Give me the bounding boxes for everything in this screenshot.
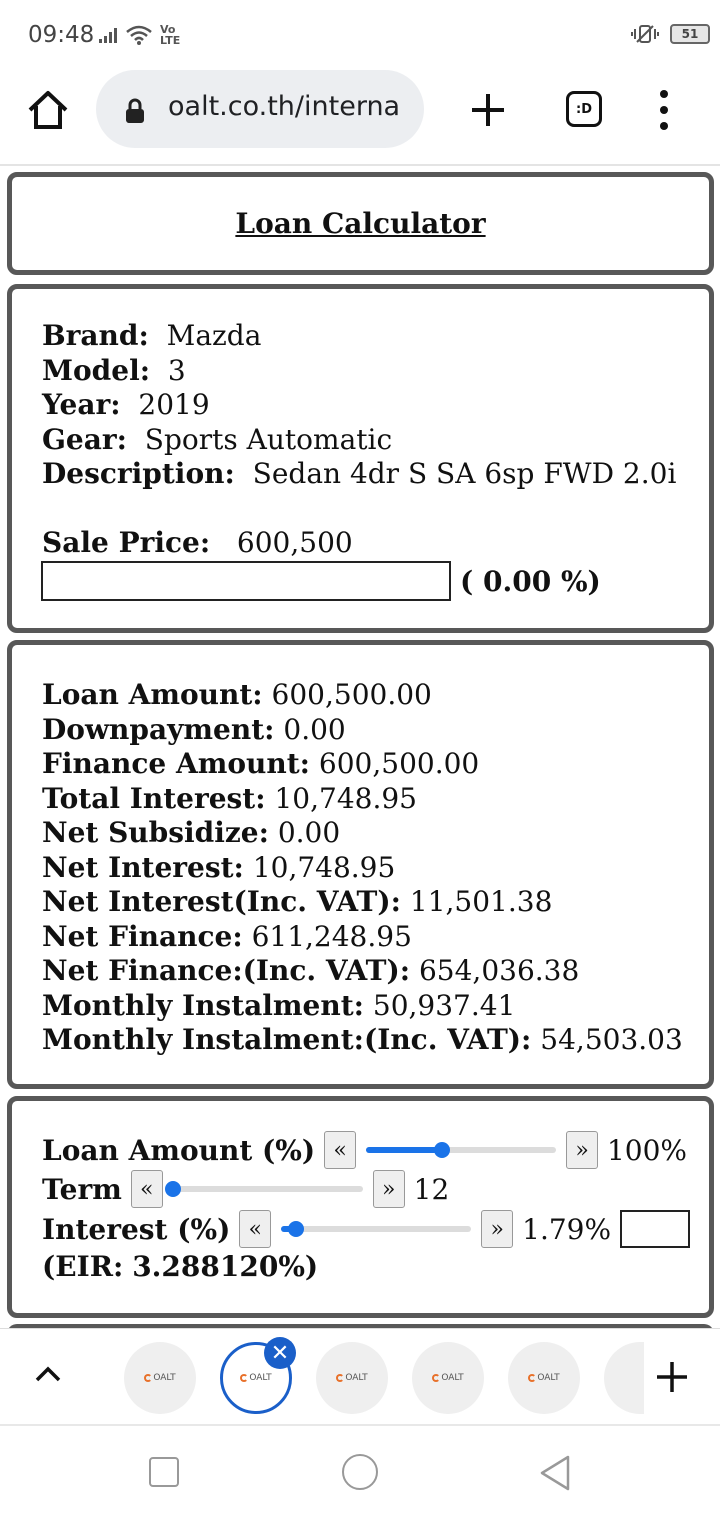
term-decrease-button[interactable]: « (131, 1170, 163, 1208)
loan-sliders-panel (7, 1096, 714, 1318)
more-menu-icon[interactable] (652, 88, 676, 132)
model-row (42, 354, 676, 389)
chevron-up-icon[interactable] (34, 1365, 62, 1383)
result-row (42, 920, 683, 955)
home-circle-icon[interactable] (342, 1454, 378, 1490)
brand-label: Brand: (42, 319, 149, 352)
description-row (42, 457, 676, 492)
status-bar (0, 0, 720, 72)
result-value: 600,500.00 (318, 747, 480, 780)
result-value: 50,937.41 (372, 988, 516, 1022)
address-bar[interactable] (96, 70, 424, 148)
result-label: Monthly Instalment:(Inc. VAT): (42, 1023, 532, 1056)
result-row (42, 954, 683, 989)
site-logo-icon (528, 1373, 559, 1383)
year-value: 2019 (138, 388, 210, 421)
recent-apps-icon[interactable] (149, 1457, 179, 1487)
toolbar-divider (0, 164, 720, 166)
battery-icon (670, 24, 710, 44)
term-label: Term (42, 1172, 122, 1206)
downpayment-percent: ( 0.00 %) (460, 565, 601, 598)
wifi-icon (126, 25, 152, 45)
result-label: Net Subsidize: (42, 816, 269, 849)
loan-results-list (42, 678, 683, 1058)
eir-label: (EIR: (42, 1250, 124, 1283)
site-logo-text: OALT (249, 1373, 272, 1383)
site-logo-icon (144, 1373, 175, 1383)
result-label: Net Finance: (42, 919, 243, 953)
slider-thumb[interactable] (288, 1221, 304, 1237)
result-row (42, 989, 683, 1024)
vehicle-info-list (42, 319, 676, 492)
result-label: Loan Amount: (42, 678, 263, 711)
gear-label: Gear: (42, 422, 127, 456)
site-logo-icon (432, 1373, 463, 1383)
result-row (42, 851, 683, 886)
back-icon[interactable] (538, 1454, 572, 1492)
tab-strip (0, 1328, 720, 1425)
result-value: 654,036.38 (418, 954, 580, 987)
result-label: Net Finance:(Inc. VAT): (42, 954, 411, 987)
loan-amount-label: Loan Amount (%) (42, 1133, 316, 1167)
result-label: Net Interest(Inc. VAT): (42, 885, 401, 918)
site-logo-text: OALT (153, 1373, 176, 1383)
loan-amount-decrease-button[interactable]: « (324, 1131, 356, 1169)
tab-thumbnail[interactable] (508, 1342, 580, 1414)
eir-row (42, 1250, 318, 1283)
loan-amount-increase-button[interactable]: » (566, 1131, 598, 1169)
interest-increase-button[interactable]: » (481, 1210, 513, 1248)
interest-label: Interest (%) (42, 1212, 231, 1246)
term-value: 12 (413, 1172, 450, 1206)
result-value: 0.00 (277, 816, 341, 849)
downpayment-input[interactable] (41, 561, 451, 601)
result-value: 10,748.95 (252, 850, 396, 884)
result-label: Monthly Instalment: (42, 988, 364, 1022)
result-label: Downpayment: (42, 712, 275, 746)
result-row (42, 816, 683, 851)
tab-switcher-label: :D (576, 101, 592, 117)
slider-thumb[interactable] (434, 1142, 450, 1158)
status-time: 09:48 (28, 22, 95, 48)
site-logo-text: OALT (345, 1373, 368, 1383)
brand-row (42, 319, 676, 354)
result-row (42, 678, 683, 713)
loan-amount-slider-row (42, 1130, 687, 1170)
interest-slider-row (42, 1209, 690, 1249)
brand-value: Mazda (166, 319, 262, 352)
add-tab-icon[interactable] (652, 1357, 692, 1397)
result-value: 54,503.03 (540, 1023, 683, 1056)
model-value: 3 (167, 353, 186, 387)
result-row (42, 782, 683, 817)
signal-icon (98, 26, 118, 44)
status-right (630, 24, 710, 44)
result-value: 0.00 (283, 712, 346, 746)
tab-thumbnail[interactable] (124, 1342, 196, 1414)
result-label: Finance Amount: (42, 747, 310, 780)
home-icon[interactable] (24, 86, 72, 134)
tab-thumbnail-partial[interactable] (604, 1342, 644, 1414)
page-title: Loan Calculator (235, 207, 486, 240)
result-row (42, 747, 683, 782)
result-label: Net Interest: (42, 850, 244, 884)
loan-results-panel (7, 640, 714, 1089)
gear-row (42, 423, 676, 458)
site-logo-icon (336, 1373, 367, 1383)
interest-input[interactable] (620, 1210, 690, 1248)
vibrate-icon (630, 24, 660, 44)
result-value: 600,500.00 (271, 678, 432, 711)
description-label: Description: (42, 457, 235, 490)
term-increase-button[interactable]: » (373, 1170, 405, 1208)
loan-amount-percent-value: 100% (606, 1133, 688, 1167)
loan-amount-slider[interactable] (366, 1147, 556, 1153)
title-panel (7, 172, 714, 275)
interest-value: 1.79% (522, 1212, 612, 1246)
volte-label: Vo LTE (160, 23, 181, 47)
lock-icon (124, 98, 146, 124)
slider-thumb[interactable] (165, 1181, 181, 1197)
sale-price-label: Sale Price: (42, 526, 211, 559)
result-value: 611,248.95 (251, 919, 412, 953)
url-text: oalt.co.th/interna (168, 91, 401, 122)
site-logo-text: OALT (537, 1373, 560, 1383)
gear-value: Sports Automatic (144, 422, 393, 456)
tab-thumbnail[interactable] (316, 1342, 388, 1414)
new-tab-icon[interactable] (466, 88, 510, 132)
year-label: Year: (42, 388, 121, 421)
interest-slider[interactable] (281, 1226, 471, 1232)
vehicle-info-panel (7, 284, 714, 633)
battery-level: 51 (681, 27, 699, 41)
sale-price-value: 600,500 (236, 526, 353, 559)
tab-switcher-button[interactable] (566, 91, 602, 127)
interest-decrease-button[interactable]: « (239, 1210, 271, 1248)
eir-value: 3.288120%) (132, 1250, 319, 1283)
site-logo-icon (240, 1373, 271, 1383)
description-value: Sedan 4dr S SA 6sp FWD 2.0i (252, 457, 677, 490)
year-row (42, 388, 676, 423)
term-slider[interactable] (173, 1186, 363, 1192)
site-logo-text: OALT (441, 1373, 464, 1383)
sale-price-row (42, 526, 353, 559)
result-row (42, 1023, 683, 1058)
system-nav-bar (0, 1426, 720, 1520)
result-value: 11,501.38 (409, 885, 553, 918)
browser-toolbar (0, 68, 720, 164)
result-value: 10,748.95 (274, 781, 417, 815)
result-row (42, 713, 683, 748)
model-label: Model: (42, 353, 151, 387)
term-slider-row (42, 1169, 449, 1209)
status-icons (98, 24, 184, 46)
tab-thumbnail[interactable] (412, 1342, 484, 1414)
result-label: Total Interest: (42, 781, 266, 815)
close-tab-icon[interactable]: ✕ (264, 1337, 296, 1369)
result-row (42, 885, 683, 920)
